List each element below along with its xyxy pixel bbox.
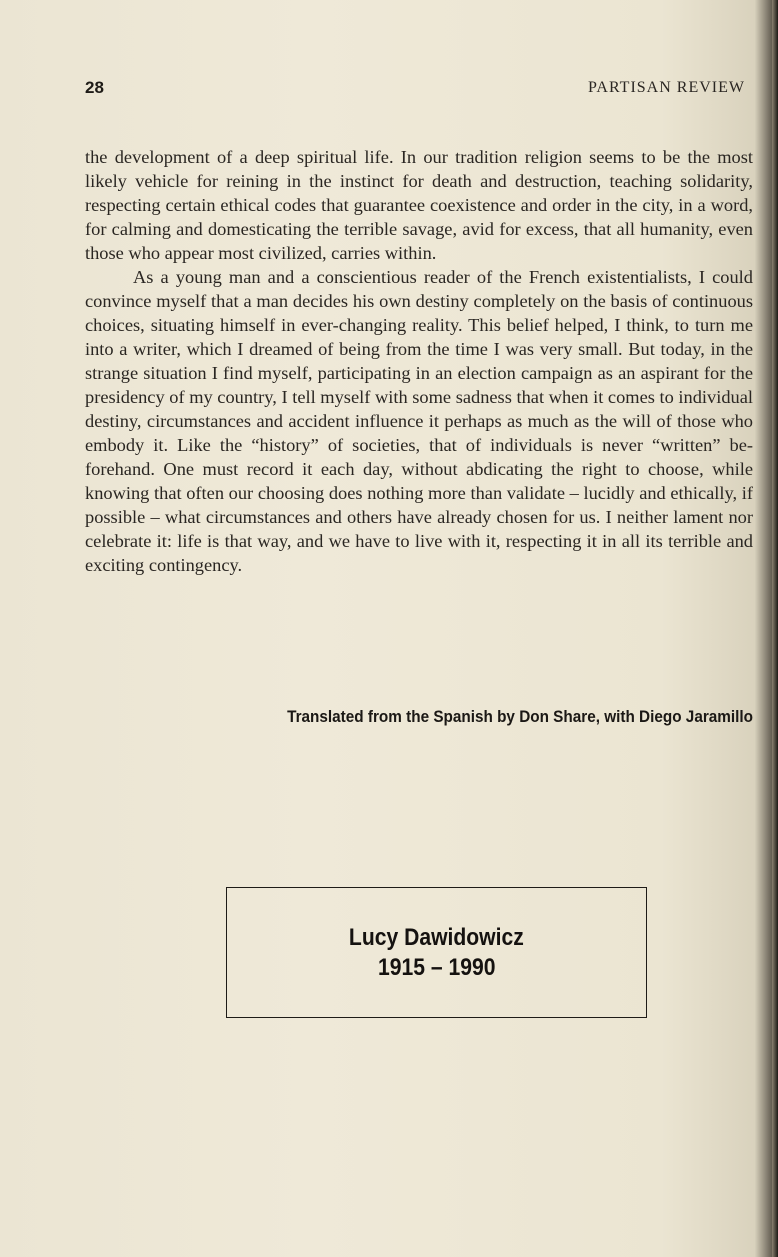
page-edge-shadow: [772, 0, 778, 1257]
memorial-name: Lucy Dawidowicz: [349, 923, 524, 951]
memorial-box: [226, 887, 647, 1018]
page-number: 28: [85, 78, 104, 97]
paragraph: the development of a deep spiritual life. In our tradition religion seems to be the most likely vehicle for reining in the instinct for death and destruction, teaching solidarity, respecting certain ethical codes that guarantee coexistence and order in the city, in a word, for calming and domesticating the terrible savage, avid for excess, that all humanity, even those who appear most civilized, carries within.: [85, 147, 753, 263]
running-head: PARTISAN REVIEW: [587, 79, 745, 96]
translation-credit: Translated from the Spanish by Don Share, with Diego Jaramillo: [287, 707, 753, 726]
memorial-dates: 1915 – 1990: [377, 953, 496, 981]
paragraph: As a young man and a conscientious reader of the French existentialists, I could convince myself that a man decides his own destiny completely on the basis of continuous choices, situating himself in ever-changing reality. This belief helped, I think, to turn me into a writer, which I dreamed of being from the time I was very small. But today, in the strange situation I find myself, participating in an election campaign as an aspirant for the presidency of my country, I tell myself with some sadness that when it comes to individual destiny, circumstances and accident influence it perhaps as much as the will of those who embody it. Like the “history” of societies, that of individuals is never “written” beforehand. One must record it each day, without abdicating the right to choose, while knowing that often our choosing does nothing more than validate – lucidly and ethically, if possible – what circumstances and others have already chosen for us. I neither lament nor celebrate it: life is that way, and we have to live with it, respecting it in all its terrible and exciting contingency.: [85, 267, 753, 575]
article-body: [85, 145, 753, 577]
